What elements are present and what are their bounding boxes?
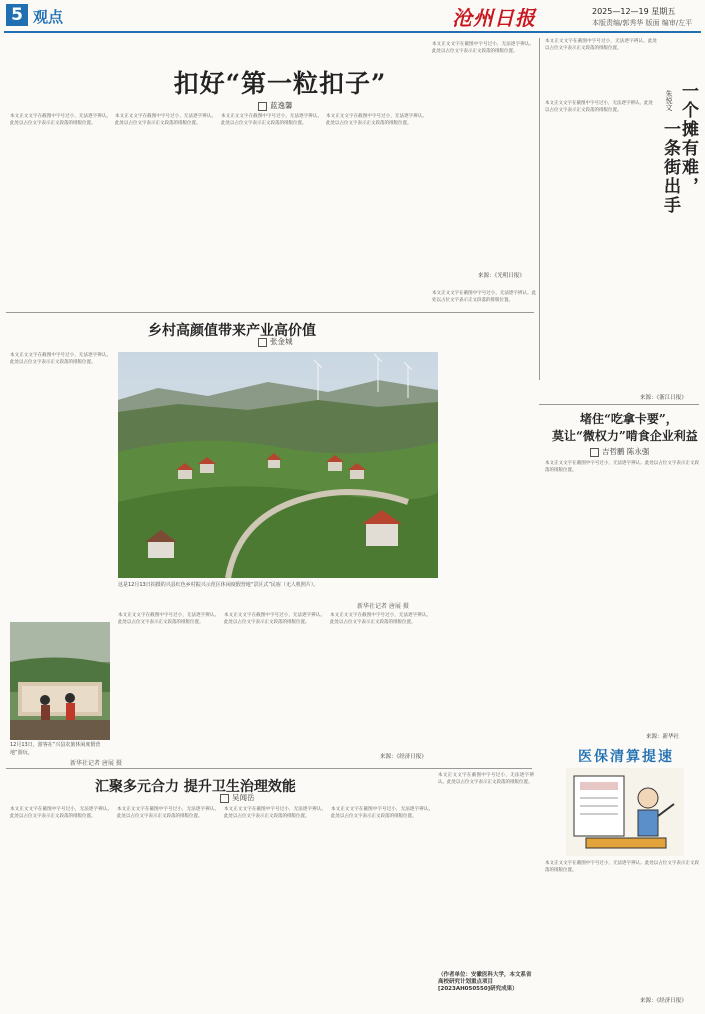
right-column-source: 来源：《浙江日报》 <box>640 395 687 401</box>
health-article-col4: 本文正文文字在截图中字号过小，无法逐字辨认。此处以占位文字表示正文段落的排版位置。 <box>331 807 433 820</box>
editor-credits: 本版责编/郭秀华 版面 编审/左平 <box>592 19 693 27</box>
mid-article-source: 来源：《经济日报》 <box>380 754 427 760</box>
health-article-col5: 本文正文文字在截图中字号过小，无法逐字辨认。此处以占位文字表示正文段落的排版位置。 <box>438 773 534 786</box>
mid-article-col4: 本文正文文字在截图中字号过小，无法逐字辨认。此处以占位文字表示正文段落的排版位置。 <box>330 613 431 626</box>
village-photo <box>118 352 438 578</box>
right-column-title-2: 一条街出手 <box>660 120 680 215</box>
tourist-photo-credit: 新华社记者 唐展 摄 <box>70 760 122 767</box>
health-article-author-note: （作者单位：安徽医科大学，本文系省高校研究计划重点项目[2023AH050550]研究成果） <box>438 972 532 992</box>
health-article-col2: 本文正文文字在截图中字号过小，无法逐字辨认。此处以占位文字表示正文段落的排版位置。 <box>117 807 219 820</box>
health-article-title: 汇聚多元合力 提升卫生治理效能 <box>95 779 296 795</box>
main-article-col4: 本文正文文字在截图中字号过小，无法逐字辨认。此处以占位文字表示正文段落的排版位置。 <box>326 114 427 127</box>
main-article-title: 扣好“第一粒扣子” <box>173 69 387 98</box>
village-photo-caption: 这是12月13日拍摄的兴县红色乡村振兴示范区休闲度假营地“景区式”民宿（无人机照片）。 <box>118 582 319 588</box>
food-article-source: 来源：新华社 <box>646 734 680 740</box>
section-divider <box>6 768 532 769</box>
mid-article-title: 乡村高颜值带来产业高价值 <box>148 323 316 339</box>
main-article-col5: 本文正文文字在截图中字号过小，无法逐字辨认。此处以占位文字表示正文段落的排版位置。 <box>432 42 534 55</box>
main-article-byline: 蓝逸馨 <box>258 100 293 111</box>
health-article-col1: 本文正文文字在截图中字号过小，无法逐字辨认。此处以占位文字表示正文段落的排版位置。 <box>10 807 112 820</box>
food-article-title-1: 堵住“吃拿卡要”， <box>580 412 678 426</box>
main-article-col3: 本文正文文字在截图中字号过小，无法逐字辨认。此处以占位文字表示正文段落的排版位置。 <box>221 114 322 127</box>
food-article-body: 本文正文文字在截图中字号过小，无法逐字辨认。此处以占位文字表示正文段落的排版位置。 <box>545 461 699 474</box>
right-column-author: 朱悦文 <box>665 90 673 111</box>
tourist-photo <box>10 622 110 740</box>
right-column-title-1: 一个摊有难， <box>678 82 698 196</box>
byline-box-icon <box>590 448 599 457</box>
comic-title: 医保清算提速 <box>578 749 674 765</box>
right-column-intro: 本文正文文字在截图中字号过小，无法逐字辨认。此处以占位文字表示正文段落的排版位置。 <box>545 39 657 52</box>
header-rule <box>4 31 701 33</box>
right-column-body: 本文正文文字在截图中字号过小，无法逐字辨认。此处以占位文字表示正文段落的排版位置。 <box>545 101 653 114</box>
health-article-byline: 吴闻岳 <box>220 792 255 803</box>
mid-article-col3: 本文正文文字在截图中字号过小，无法逐字辨认。此处以占位文字表示正文段落的排版位置。 <box>224 613 325 626</box>
mid-article-col5: 本文正文文字在截图中字号过小，无法逐字辨认。此处以占位文字表示正文段落的排版位置。 <box>432 291 536 304</box>
section-number: 5 <box>6 4 28 26</box>
mid-article-col1: 本文正文文字在截图中字号过小，无法逐字辨认。此处以占位文字表示正文段落的排版位置。 <box>10 353 111 366</box>
comic-text: 本文正文文字在截图中字号过小，无法逐字辨认。此处以占位文字表示正文段落的排版位置。 <box>545 861 699 874</box>
issue-date: 2025—12—19 星期五 <box>592 7 676 16</box>
food-article-title-2: 莫让“微权力”啃食企业利益 <box>552 429 698 443</box>
byline-box-icon <box>258 338 267 347</box>
main-article-source: 来源：《光明日报》 <box>478 273 525 279</box>
comic-illustration <box>566 768 684 856</box>
byline-box-icon <box>220 794 229 803</box>
comic-source: 来源：《经济日报》 <box>640 998 687 1004</box>
byline-box-icon <box>258 102 267 111</box>
column-divider <box>539 38 540 380</box>
newspaper-logo: 沧州日报 <box>452 6 536 30</box>
tourist-photo-caption: 12月13日，游客在“兴县农旅休闲度假营地”游玩。 <box>10 742 101 756</box>
section-divider <box>539 404 699 405</box>
mid-article-byline: 张金城 <box>258 336 293 347</box>
food-article-byline: 吉哲鹏 陈永强 <box>590 446 649 457</box>
village-photo-credit: 新华社记者 唐展 摄 <box>357 603 409 610</box>
section-name: 观点 <box>33 8 64 26</box>
health-article-col3: 本文正文文字在截图中字号过小，无法逐字辨认。此处以占位文字表示正文段落的排版位置。 <box>224 807 326 820</box>
mid-article-col2: 本文正文文字在截图中字号过小，无法逐字辨认。此处以占位文字表示正文段落的排版位置。 <box>118 613 219 626</box>
main-article-col1: 本文正文文字在截图中字号过小，无法逐字辨认。此处以占位文字表示正文段落的排版位置。 <box>10 114 111 127</box>
main-article-col2: 本文正文文字在截图中字号过小，无法逐字辨认。此处以占位文字表示正文段落的排版位置。 <box>115 114 216 127</box>
